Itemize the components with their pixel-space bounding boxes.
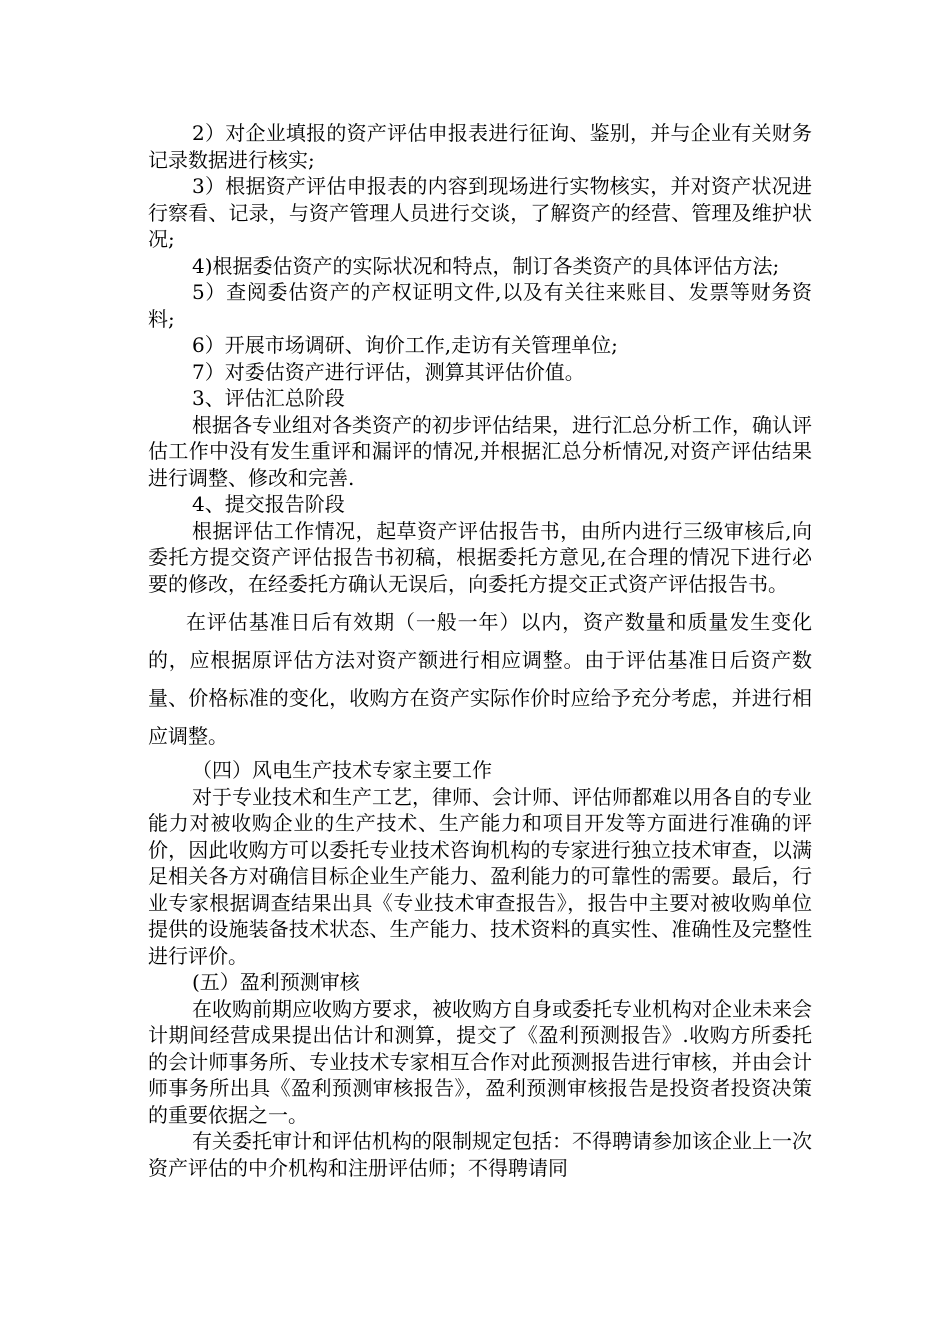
paragraph-step-4: 4)根据委估资产的实际状况和特点，制订各类资产的具体评估方法; xyxy=(192,253,780,278)
paragraph-report: 根据评估工作情况，起草资产评估报告书，由所内进行三级审核后,向委托方提交资产评估报告书初稿，根据委托方意见,在合理的情况下进行必要的修改，在经委托方确认无误后，向委托方提交正式资产评估报告书。 xyxy=(148,518,812,596)
heading-section-5: (五）盈利预测审核 xyxy=(192,970,360,994)
paragraph-restrictions: 有关委托审计和评估机构的限制规定包括：不得聘请参加该企业上一次资产评估的中介机构和注册评估师；不得聘请同 xyxy=(148,1129,812,1180)
paragraph-validity: 在评估基准日后有效期（一般一年）以内，资产数量和质量发生变化的，应根据原评估方法对资产额进行相应调整。由于评估基准日后资产数量、价格标准的变化，收购方在资产实际作价时应给予充分考虑，并进行相应调整。 xyxy=(148,610,812,748)
paragraph-technical-experts: 对于专业技术和生产工艺，律师、会计师、评估师都难以用各自的专业能力对被收购企业的生产技术、生产能力和项目开发等方面进行准确的评价，因此收购方可以委托专业技术咨询机构的专家进行独立技术审查，以满足相关各方对确信目标企业生产能力、盈利能力的可靠性的需要。最后，行业专家根据调查结果出具《专业技术审查报告》，报告中主要对被收购单位提供的设施装备技术状态、生产能力、技术资料的真实性、准确性及完整性进行评价。 xyxy=(148,784,812,968)
paragraph-summary: 根据各专业组对各类资产的初步评估结果，进行汇总分析工作，确认评估工作中没有发生重评和漏评的情况,并根据汇总分析情况,对资产评估结果进行调整、修改和完善. xyxy=(148,412,812,490)
heading-summary-stage: 3、评估汇总阶段 xyxy=(192,386,345,410)
document-page xyxy=(148,120,812,1181)
heading-report-stage: 4、提交报告阶段 xyxy=(192,492,345,516)
paragraph-step-6: 6）开展市场调研、询价工作,走访有关管理单位; xyxy=(192,333,618,357)
paragraph-step-5: 5）查阅委估资产的产权证明文件,以及有关往来账目、发票等财务资料; xyxy=(148,280,812,331)
paragraph-profit-forecast: 在收购前期应收购方要求，被收购方自身或委托专业机构对企业未来会计期间经营成果提出估计和测算，提交了《盈利预测报告》.收购方所委托的会计师事务所、专业技术专家相互合作对此预测报告进行审核，并由会计师事务所出具《盈利预测审核报告》，盈利预测审核报告是投资者投资决策的重要依据之一。 xyxy=(148,996,812,1127)
heading-section-4: （四）风电生产技术专家主要工作 xyxy=(192,758,492,782)
paragraph-step-3: 3）根据资产评估申报表的内容到现场进行实物核实，并对资产状况进行察看、记录，与资产管理人员进行交谈，了解资产的经营、管理及维护状况; xyxy=(148,174,812,251)
paragraph-step-7: 7）对委估资产进行评估，测算其评估价值。 xyxy=(192,359,585,384)
paragraph-step-2: 2）对企业填报的资产评估申报表进行征询、鉴别，并与企业有关财务记录数据进行核实; xyxy=(148,121,812,172)
